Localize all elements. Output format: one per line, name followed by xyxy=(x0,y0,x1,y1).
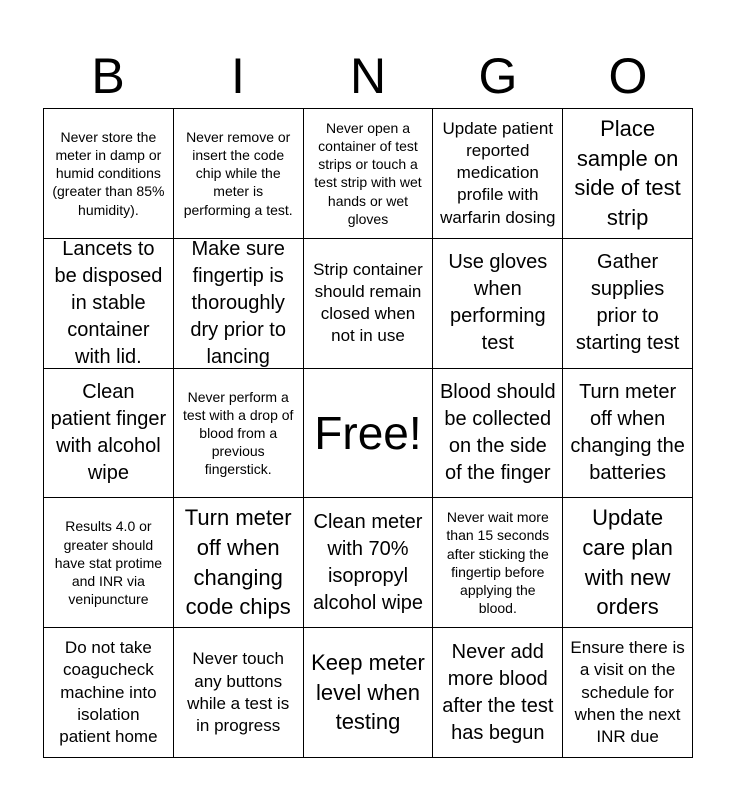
cell-text: Update patient reported medication profile with warfarin dosing xyxy=(440,119,556,227)
cell-text: Update care plan with new orders xyxy=(582,505,673,620)
cell-text: Clean patient finger with alcohol wipe xyxy=(50,380,167,484)
cell-text: Turn meter off when changing code chips xyxy=(184,505,292,620)
bingo-cell xyxy=(304,498,434,628)
cell-text: Never add more blood after the test has begun xyxy=(442,640,554,744)
cell-text: Never remove or insert the code chip while the meter is performing a test. xyxy=(183,128,293,218)
bingo-cell xyxy=(304,239,434,369)
bingo-cell xyxy=(563,369,693,499)
bingo-cell xyxy=(44,628,174,758)
bingo-cell xyxy=(304,628,434,758)
header-letter-b: B xyxy=(91,48,125,104)
bingo-board xyxy=(43,108,693,758)
cell-text: Never open a container of test strips or touch a test strip with wet hands or wet gloves xyxy=(314,119,422,227)
cell-text: Blood should be collected on the side of the finger xyxy=(439,380,556,484)
cell-text: Make sure fingertip is thoroughly dry prior to lancing xyxy=(190,238,286,368)
header-letter-i: I xyxy=(231,48,245,104)
bingo-cell xyxy=(44,498,174,628)
header-letter-g: G xyxy=(478,48,518,104)
cell-text: Keep meter level when testing xyxy=(311,650,425,735)
bingo-cell xyxy=(44,369,174,499)
cell-text: Ensure there is a visit on the schedule for when the next INR due xyxy=(570,638,685,746)
bingo-cell xyxy=(174,628,304,758)
cell-text: Strip container should remain closed when not in use xyxy=(313,260,423,346)
bingo-cell xyxy=(174,369,304,499)
cell-text: Never wait more than 15 seconds after sticking the fingertip before applying the blood. xyxy=(446,509,550,617)
header-letter-o: O xyxy=(608,48,648,104)
cell-text: Never store the meter in damp or humid conditions (greater than 85% humidity). xyxy=(52,128,165,218)
bingo-cell xyxy=(433,369,563,499)
bingo-cell xyxy=(44,109,174,239)
cell-text: Lancets to be disposed in stable container with lid. xyxy=(54,238,163,368)
cell-text: Results 4.0 or greater should have stat protime and INR via venipuncture xyxy=(54,518,163,608)
free-space-text: Free! xyxy=(314,406,422,459)
free-space-cell xyxy=(304,369,434,499)
bingo-cell xyxy=(174,239,304,369)
header-letter-n: N xyxy=(349,48,387,104)
bingo-cell xyxy=(563,109,693,239)
cell-text: Do not take coagucheck machine into isolation patient home xyxy=(59,638,158,746)
bingo-cell xyxy=(563,628,693,758)
bingo-cell xyxy=(433,109,563,239)
cell-text: Clean meter with 70% isopropyl alcohol wipe xyxy=(312,510,424,614)
bingo-cell xyxy=(563,498,693,628)
bingo-cell xyxy=(433,239,563,369)
cell-text: Never touch any buttons while a test is in progress xyxy=(187,649,290,735)
cell-text: Place sample on side of test strip xyxy=(574,116,681,231)
bingo-cell xyxy=(563,239,693,369)
cell-text: Never perform a test with a drop of blood from a previous fingerstick. xyxy=(182,388,294,478)
bingo-cell xyxy=(304,109,434,239)
bingo-cell xyxy=(433,628,563,758)
bingo-cell xyxy=(433,498,563,628)
bingo-cell xyxy=(174,498,304,628)
cell-text: Use gloves when performing test xyxy=(448,251,548,355)
cell-text: Turn meter off when changing the batteries xyxy=(570,380,685,484)
bingo-cell xyxy=(174,109,304,239)
bingo-cell xyxy=(44,239,174,369)
cell-text: Gather supplies prior to starting test xyxy=(575,251,680,355)
bingo-header xyxy=(43,44,693,108)
